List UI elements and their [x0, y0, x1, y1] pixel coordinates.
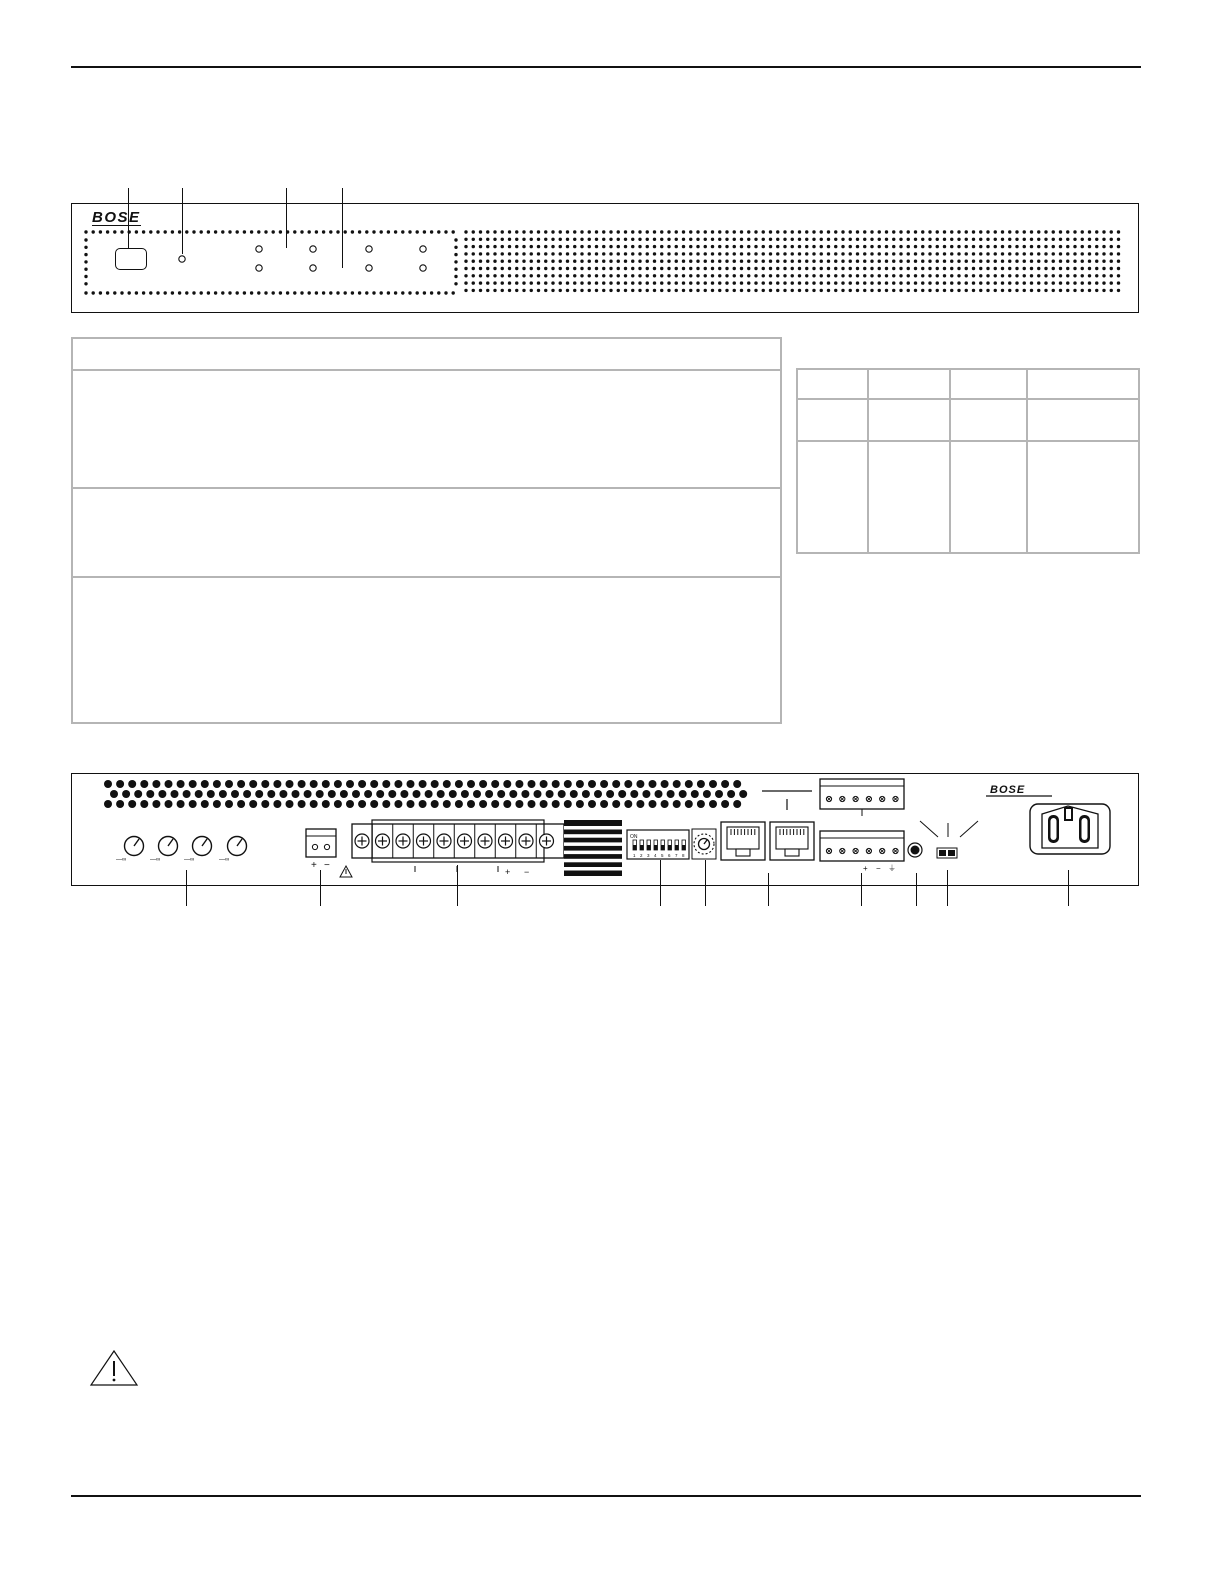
dip-number: 4	[654, 853, 657, 858]
dip-number: 5	[661, 853, 664, 858]
callout-line-dip	[660, 860, 661, 906]
callout-line-control	[861, 873, 862, 906]
aux-2pin-connector[interactable]	[306, 829, 336, 857]
rear-panel-drawing	[72, 774, 1138, 885]
callout-line-knobs	[186, 870, 187, 906]
dip-number: 8	[682, 853, 685, 858]
rj45-port-icon[interactable]	[770, 822, 814, 860]
footer-rule	[71, 1495, 1141, 1497]
status-table	[71, 337, 782, 724]
warning-triangle-icon	[89, 1349, 139, 1387]
channel-table-col-divider	[949, 370, 951, 552]
knob-scale-mark: —∞	[184, 857, 195, 863]
dip-number: 1	[633, 853, 636, 858]
speaker-minus-label: −	[524, 867, 530, 877]
aux-plus-label: +	[311, 860, 317, 871]
status-table-row	[73, 369, 780, 371]
lower-euroblock-connector[interactable]	[820, 831, 904, 861]
speaker-terminal-strip[interactable]	[352, 820, 564, 862]
indicator-led	[256, 265, 262, 271]
control-ground-label: ⏚	[888, 864, 896, 873]
upper-euroblock-connector[interactable]	[820, 779, 904, 809]
front-panel-grille	[72, 204, 1138, 312]
gain-knob[interactable]	[125, 837, 144, 856]
callout-line-aux	[320, 870, 321, 906]
rj45-port-icon[interactable]	[721, 822, 765, 860]
channel-table	[796, 368, 1140, 554]
gain-knob[interactable]	[228, 837, 247, 856]
indicator-led	[256, 246, 262, 252]
round-jack[interactable]	[908, 843, 922, 857]
indicator-led	[310, 246, 316, 252]
speaker-plus-label: +	[505, 867, 511, 877]
control-plus-label: +	[863, 864, 868, 873]
callout-line-ac-inlet	[1068, 870, 1069, 906]
dip-number: 6	[668, 853, 671, 858]
callout-line-terminals	[457, 865, 458, 906]
header-rule	[71, 66, 1141, 68]
dip-number: 3	[647, 853, 650, 858]
indicator-led	[366, 246, 372, 252]
front-panel-illustration	[71, 203, 1139, 313]
knob-scale-marks	[116, 857, 229, 863]
rotary-selector[interactable]	[692, 829, 716, 859]
channel-table-row-divider	[798, 440, 1138, 442]
input-gain-knobs	[125, 837, 247, 856]
aux-minus-label: −	[324, 860, 330, 871]
status-indicator-pair	[920, 821, 978, 858]
channel-table-col-divider	[1026, 370, 1028, 552]
rear-panel-illustration	[71, 773, 1139, 886]
dip-number: 7	[675, 853, 678, 858]
warning-triangle-icon	[340, 866, 352, 877]
control-minus-label: −	[876, 864, 881, 873]
indicator-led	[310, 265, 316, 271]
iec-power-inlet-icon[interactable]	[1030, 804, 1110, 854]
callout-line-rotary	[705, 860, 706, 906]
knob-scale-mark: —∞	[116, 857, 127, 863]
callout-line-indicators	[947, 870, 948, 906]
dip-switch-on-label: ON	[630, 834, 638, 840]
channel-table-col-divider	[867, 370, 869, 552]
knob-scale-mark: —∞	[219, 857, 230, 863]
indicator-led	[366, 265, 372, 271]
channel-table-row-divider	[798, 398, 1138, 400]
striped-label-block	[564, 820, 622, 876]
knob-scale-mark: —∞	[150, 857, 161, 863]
indicator-led	[179, 256, 185, 262]
rear-vent-holes	[104, 780, 747, 808]
indicator-led	[420, 246, 426, 252]
front-brand-logo: BOSE	[92, 209, 141, 226]
front-grille-holes	[84, 230, 1120, 294]
callout-line-jack	[916, 873, 917, 906]
gain-knob[interactable]	[159, 837, 178, 856]
indicator-led	[420, 265, 426, 271]
dip-number: 2	[640, 853, 643, 858]
status-table-row	[73, 576, 780, 578]
status-table-row	[73, 487, 780, 489]
callout-line-network	[768, 873, 769, 906]
gain-knob[interactable]	[193, 837, 212, 856]
rear-brand-logo: BOSE	[990, 784, 1026, 796]
